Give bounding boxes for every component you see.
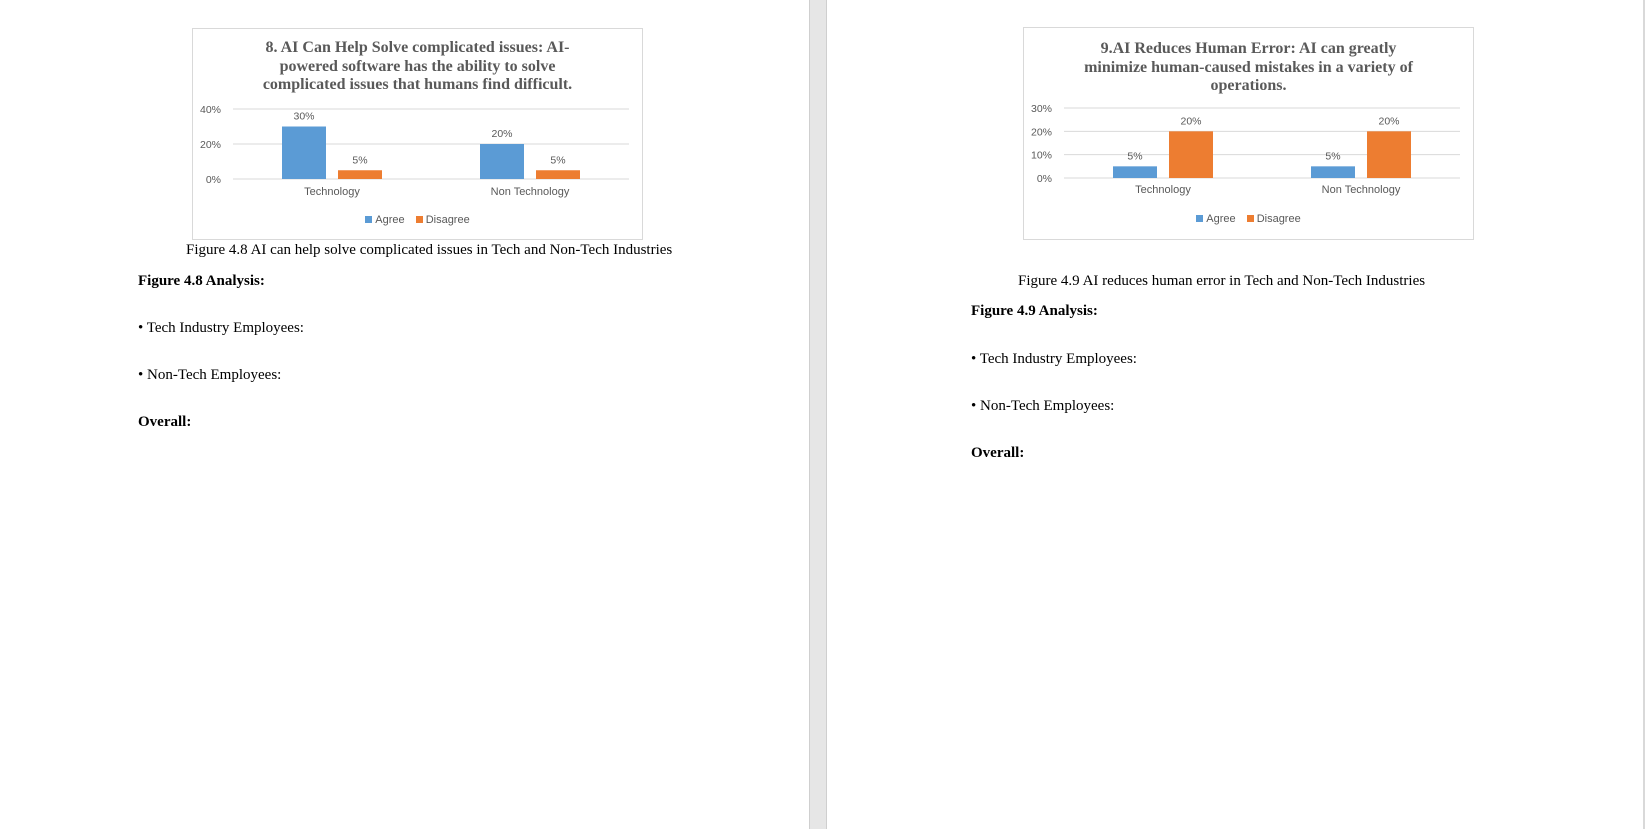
y-tick-label: 20% [1030, 126, 1052, 139]
x-category-label: Non Technology [1321, 184, 1401, 196]
document-page-left [0, 0, 809, 829]
data-label: 30% [293, 110, 315, 123]
page-gutter [809, 0, 827, 829]
chart-figure-4-9[interactable] [1023, 27, 1474, 240]
data-label: 5% [1127, 150, 1143, 163]
data-label: 20% [491, 128, 513, 140]
x-category-label: Technology [1135, 184, 1191, 196]
figure-caption: Figure 4.9 AI reduces human error in Tech and Non-Tech Industries [1018, 273, 1426, 289]
y-tick-label: 0% [1036, 173, 1052, 185]
y-tick-label: 30% [1030, 103, 1052, 115]
chart-legend [1024, 213, 1473, 225]
chart-title-line: complicated issues that humans find difficult. [262, 76, 573, 93]
x-category-label: Technology [304, 186, 360, 198]
legend-label: Agree [1206, 213, 1236, 225]
data-label: 5% [1325, 150, 1341, 163]
data-label: 20% [1180, 115, 1202, 128]
y-tick-label: 0% [205, 174, 221, 186]
bar-disagree-technology [1169, 131, 1213, 178]
bar-disagree-non-technology [1367, 131, 1411, 178]
bullet-nontech-employees: • Non-Tech Employees: [138, 367, 282, 383]
legend-swatch-disagree [1247, 215, 1254, 222]
y-tick-label: 20% [199, 139, 221, 151]
bar-agree-non-technology [480, 144, 524, 179]
overall-heading: Overall: [971, 445, 1025, 461]
chart-title-line: minimize human-caused mistakes in a variety of [1084, 58, 1413, 76]
data-label: 5% [352, 154, 368, 167]
bar-disagree-technology [338, 170, 382, 179]
y-tick-label: 10% [1030, 149, 1052, 162]
data-label: 5% [550, 154, 566, 167]
legend-swatch-agree [365, 216, 372, 223]
legend-item-agree [1196, 213, 1235, 225]
x-category-label: Non Technology [490, 186, 570, 198]
bullet-nontech-employees: • Non-Tech Employees: [971, 398, 1115, 414]
legend-label: Agree [375, 214, 405, 226]
chart-title-line: powered software has the ability to solve [279, 57, 556, 75]
chart-legend [193, 214, 642, 226]
overall-heading: Overall: [138, 414, 192, 430]
chart-title-line: 9.AI Reduces Human Error: AI can greatly [1100, 40, 1397, 57]
figure-caption: Figure 4.8 AI can help solve complicated issues in Tech and Non-Tech Industries [186, 242, 673, 258]
legend-swatch-agree [1196, 215, 1203, 222]
bar-agree-technology [282, 127, 326, 180]
bar-agree-technology [1113, 166, 1157, 178]
chart-plot [193, 29, 642, 239]
bar-agree-non-technology [1311, 166, 1355, 178]
analysis-heading: Figure 4.9 Analysis: [971, 303, 1098, 319]
analysis-heading: Figure 4.8 Analysis: [138, 273, 265, 289]
document-page-right [827, 0, 1645, 829]
chart-plot [1024, 28, 1473, 239]
bullet-tech-employees: • Tech Industry Employees: [138, 320, 304, 336]
legend-label: Disagree [1256, 213, 1301, 225]
bar-disagree-non-technology [536, 170, 580, 179]
bullet-tech-employees: • Tech Industry Employees: [971, 351, 1137, 367]
legend-item-agree [365, 214, 404, 226]
data-label: 20% [1378, 115, 1400, 128]
y-tick-label: 40% [199, 104, 221, 116]
legend-swatch-disagree [416, 216, 423, 223]
chart-title-line: operations. [1210, 77, 1287, 94]
chart-title-line: 8. AI Can Help Solve complicated issues: AI- [265, 39, 570, 56]
legend-item-disagree [416, 214, 470, 226]
chart-figure-4-8[interactable] [192, 28, 643, 240]
legend-item-disagree [1247, 213, 1301, 225]
legend-label: Disagree [425, 214, 470, 226]
